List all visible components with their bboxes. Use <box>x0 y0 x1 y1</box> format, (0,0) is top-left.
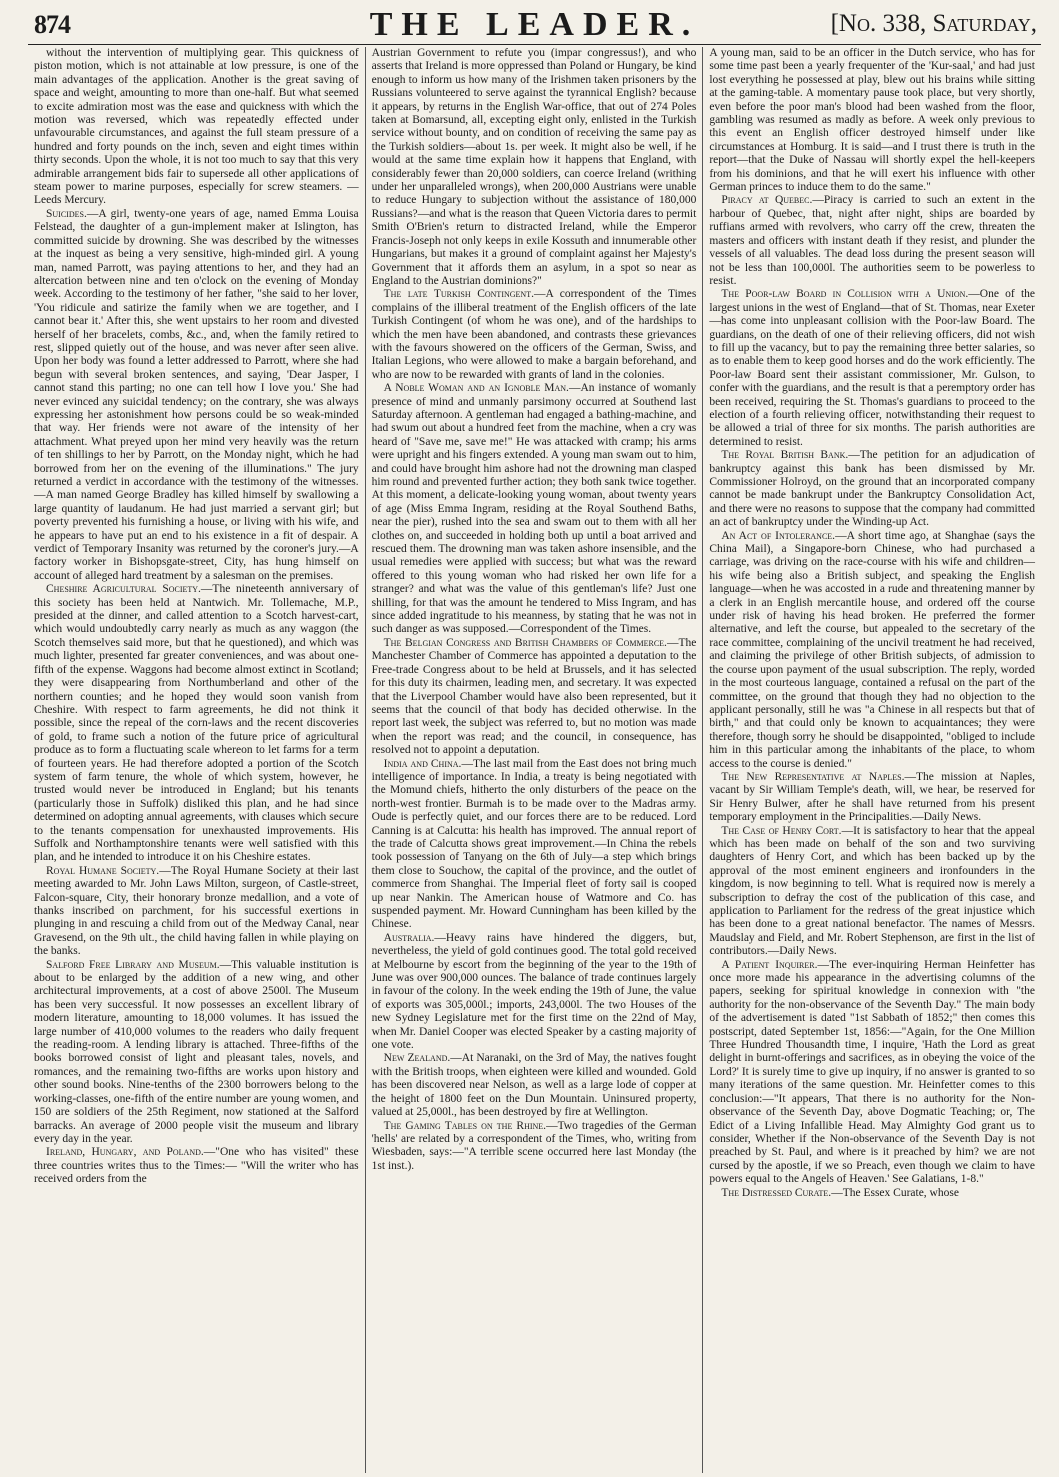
article-paragraph <box>34 208 359 583</box>
article-heading: Cheshire Agricultural Society. <box>46 583 201 596</box>
article-heading: New Zealand. <box>383 1052 451 1065</box>
article-paragraph <box>709 771 1035 825</box>
article-paragraph <box>709 959 1035 1187</box>
article-heading: The New Representative at Naples. <box>721 770 905 783</box>
article-paragraph <box>709 1187 1035 1200</box>
article-paragraph <box>372 382 697 637</box>
article-text: —The Royal Humane Society at their last meeting awarded to Mr. John Laws Milton, surgeon, of Castle-street, Falcon-square, City, their honorary bronze medallion, and a vote of thanks inscribed on parchment, for his successful exertions in plunging in and rescuing a child from out of the Medway Canal, near Gravesend, on the 9th ult., the child having fallen in while playing on the banks. <box>34 864 359 958</box>
article-paragraph <box>372 637 697 758</box>
article-heading: The late Turkish Contingent. <box>383 288 534 301</box>
article-paragraph <box>372 1120 697 1174</box>
article-text: —The nineteenth anniversary of this society has been held at Nantwich. Mr. Tollemache, M.P., presided at the dinner, and called attention to a Scotch harvest-cart, which would undoubtedly carry nearly as much as any waggon (the Scotch themselves said more, but that he questioned), and which was much lighter, presented far greater conveniences, and was about one-fifth of the expense. Waggons had become almost extinct in Scotland; they were disappearing from Northumberland and other of the northern counties; and he hoped they would soon vanish from Cheshire. With respect to farm agreements, he did not think it possible, since the repeal of the corn-laws and the recent discoveries of gold, to frame such a notion of the future price of agricultural produce as to form a fluctuating scale whereon to let farms for a term of fourteen years. He had therefore adopted a portion of the Scotch system of farm tenure, the whole of which system, however, he trusted would never be introduced in England; but his tenants (particularly those in Suffolk) disliked this plan, and he had since determined on adopting annual agreements, with clauses which secure to the tenants compensation for unexhausted improvements. His Suffolk and Northamptonshire tenants were well satisfied with this plan, and he intended to introduce it on his Cheshire estates. <box>34 583 359 864</box>
article-paragraph <box>372 1052 697 1119</box>
article-paragraph <box>709 530 1035 771</box>
article-heading: The Poor-law Board in Collision with a Union. <box>721 288 969 301</box>
article-paragraph <box>34 583 359 865</box>
article-text: —This valuable institution is about to be enlarged by the addition of a new wing, and other architectural improvements, at a cost of above 2500l. The Museum has been very successful. It now possesses an excellent library of modern literature, amounting to 18,000 volumes. It has issued the large number of 410,000 volumes to the readers who daily frequent the reading-room. A lending library is attached. Three-fifths of the books borrowed consist of light and pleasant tales, novels, and romances, and the remaining two-fifths are works upon history and other sound books. Nine-tenths of the 2300 borrowers belong to the working-classes, one-fifth of the entire number are young women, and 150 are soldiers of the 25th Regiment, now stationed at the Salford barracks. An average of 2000 people visit the museum and library every day in the year. <box>34 958 359 1145</box>
article-paragraph <box>34 959 359 1147</box>
article-paragraph <box>709 288 1035 449</box>
article-heading: Ireland, Hungary, and Poland. <box>46 1146 204 1159</box>
article-paragraph <box>709 194 1035 288</box>
article-text: —The petition for an adjudication of bankruptcy against this bank has been dismissed by Mr. Commissioner Holroyd, on the ground that an incorporated company cannot be made bankrupt under the Bankruptcy Consolidation Act, and there were no reasons to suppose that the company had committed an act of bankruptcy under the Winding-up Act. <box>709 449 1035 529</box>
column-3 <box>703 47 1041 1473</box>
article-heading: Salford Free Library and Museum. <box>46 958 220 971</box>
article-text: —A girl, twenty-one years of age, named Emma Louisa Felstead, the daughter of a gun-implement maker at Islington, has committed suicide by drowning. She was described by the witnesses at the inquest as being a very sensitive, high-minded girl. A young man, named Parrott, was paying attentions to her, and they had an altercation between nine and ten o'clock on the evening of Monday week. According to the testimony of her father, "she said to her lover, 'You ridicule and satirize the family when we are together, and I cannot bear it.' After this, she went upstairs to her room and divested herself of her bracelets, combs, &c., and, when the family retired to rest, slipped quietly out of the house, and was never after seen alive. Upon her body was found a letter addressed to Parrott, where she had begun with several broken sentences, and saying, 'Dear Jasper, I cannot stand this parting; no one can tell how I love you.' She had never evinced any suicidal tendency; on the contrary, she was always expressing her astonishment how persons could be so weak-minded that way. Her friends were not aware of the intensity of her attachment. What preyed upon her mind very heavily was the return of ten shillings to her by Parrott, on the Monday night, which he had borrowed from her on the evening of the illuminations." The jury returned a verdict in accordance with the testimony of the witnesses.—A man named George Bradley has killed himself by swallowing a large quantity of laudanum. He had just married a servant girl; but poverty prevented his furnishing a house, or living with his wife, and he appears to have put an end to his existence in a fit of despair. A verdict of Temporary Insanity was returned by the coroner's jury.—A factory worker in Bishopsgate-street, City, has hung himself on account of alleged hard treatment by a salesman on the premises. <box>34 207 359 582</box>
article-text: —Two tragedies of the German 'hells' are related by a correspondent of the Times, who, writing from Wiesbaden, says:—"A terrible scene occurred here last Monday (the 1st inst.). <box>371 1119 697 1172</box>
article-heading: Royal Humane Society. <box>46 864 160 877</box>
column-2 <box>366 47 704 1473</box>
article-paragraph <box>709 449 1035 529</box>
article-heading: Australia. <box>383 931 435 944</box>
article-text: Austrian Government to refute you (impar congressus!), and who asserts that Ireland is more oppressed than Poland or Hungary, be kind enough to inform us how many of the Irishmen taken prisoners by the Russians volunteered to serve against the tyrannical English? because it appears, by returns in the English War-office, that out of 274 Poles taken at Bomarsund, all, excepting eight only, enlisted in the Turkish service without bounty, and on condition of receiving the same pay as the Turkish soldiers—about 1s. per week. It might also be well, if he would at the same time explain how it happens that England, with considerably fewer than 20,000 soldiers, can coerce Ireland (writhing under her unparalleled wrongs), when 200,000 Austrians were unable to reduce Hungary to subjection without the assistance of 180,000 Russians?—and what is the reason that Queen Victoria dares to permit Smith O'Brien's return to distracted Ireland, while the Emperor Francis-Joseph not only keeps in exile Kossuth and innumerable other Hungarians, but makes it a ground of complaint against her Majesty's Government that it affords them an asylum, in a spot so near as England to the Austrian dominions?" <box>371 47 697 287</box>
article-heading: Piracy at Quebec. <box>721 194 813 207</box>
article-paragraph <box>709 47 1035 194</box>
article-heading: The Gaming Tables on the Rhine. <box>383 1119 547 1132</box>
article-paragraph <box>709 825 1035 959</box>
article-paragraph <box>34 865 359 959</box>
column-1 <box>28 47 366 1473</box>
article-text: —A short time ago, at Shanghae (says the China Mail), a Singapore-born Chinese, who had purchased a carriage, was driving on the race-course with his wife and children—his wife being also a British subject, and speaking the English language—when he was accosted in a rude and threatening manner by a clerk in an English mercantile house, and ordered off the course under risk of having his head broken. He preferred the former alternative, and left the course, but appealed to the secretary of the race committee, complaining of the uncivil treatment he had received, and claiming the privilege of other British subjects, of admission to the course upon payment of the usual subscription. The reply, worded in the most courteous language, contained a refusal on the part of the committee, on the ground that though they had no objection to the applicant personally, still he was "a Chinese in all respects but that of birth," and that could only be known to acquaintances; they were therefore, though sorry he should be disappointed, "obliged to include him in this particular among the inhabitants of the place, to whom access to the course is denied." <box>709 529 1035 770</box>
issue-label: [No. 338, Saturday, <box>830 10 1037 37</box>
article-heading: The Case of Henry Cort. <box>721 824 842 837</box>
page-number: 874 <box>34 10 70 39</box>
article-paragraph <box>372 758 697 932</box>
article-paragraph <box>372 288 697 382</box>
article-text: —One of the largest unions in the west of England—that of St. Thomas, near Exeter—has come into unpleasant collision with the Poor-law Board. The guardians, on the death of one of their relieving officers, did not wish to fill up the vacancy, but to pay the remaining three better salaries, so as to enable them to keep good horses and do the work efficiently. The Poor-law Board sent their assistant commissioner, Mr. Gulson, to confer with the guardians, and the result is that a peremptory order has been received, requiring the St. Thomas's guardians to proceed to the election of a fourth relieving officer, notwithstanding their request to be allowed a trial of three for six months. The parish authorities are determined to resist. <box>709 288 1035 448</box>
article-text: A young man, said to be an officer in the Dutch service, who has for some time past been a yearly frequenter of the 'Kur-saal,' and had just lost everything he possessed at play, blew out his brains while sitting at the gaming-table. A momentary pause took place, but very shortly, even before the poor man's blood had been washed from the floor, gambling was resumed as madly as before. A week only previous to this event an English officer destroyed himself under like circumstances at Homburg. It is said—and I trust there is truth in the report—that the Duke of Nassau will shortly expel the hell-keepers from his dominions, and that he will exert his influence with other German princes to induce them to do the same." <box>709 47 1035 194</box>
article-text: —"One who has visited" these three countries writes thus to the Times:— "Will the writer who has received orders from the <box>34 1146 359 1186</box>
article-paragraph <box>34 47 359 208</box>
article-heading: A Patient Inquirer. <box>721 958 818 971</box>
article-paragraph <box>372 932 697 1053</box>
article-text: —Piracy is carried to such an extent in the harbour of Quebec, that, night after night, ships are boarded by ruffians armed with revolvers, who carry off the crew, threaten the masters and officers with instant death if they resist, and plunder the vessels of all valuables. The dead loss during the present season will not be less than 100,000l. The authorities seem to be powerless to resist. <box>709 194 1035 287</box>
article-heading: Suicides. <box>46 207 87 220</box>
masthead-title: THE LEADER. <box>369 6 700 43</box>
article-text: —Heavy rains have hindered the diggers, but, nevertheless, the yield of gold continues good. The total gold received at Melbourne by escort from the beginning of the year to the 19th of June was over 900,000 ounces. The balance of trade continues largely in favour of the colony. In the week ending the 19th of June, the value of exports was 305,000l.; imports, 243,000l. The two Houses of the new Sydney Legislature met for the first time on the 22nd of May, when Mr. Daniel Cooper was elected Speaker by a casting majority of one vote. <box>371 931 697 1052</box>
article-text: without the intervention of multiplying gear. This quickness of piston motion, which is not attainable at low pressure, is one of the main advantages of the application. Another is the great saving of space and weight, amounting to more than one-half. But what seemed to excite admiration most was the ease and quickness with which the motion was reversed, which was repeatedly effected under unfavourable circumstances, and against the full steam pressure of a hundred and forty pounds on the inch, seven and eight times within thirty seconds. Upon the whole, it is not too much to say that this very admirable arrangement bids fair to supersede all other applications of steam power to marine purposes, especially for screw steamers. —Leeds Mercury. <box>34 47 359 207</box>
page-header <box>28 4 1041 45</box>
article-heading: The Belgian Congress and British Chambers of Commerce. <box>383 636 667 649</box>
article-paragraph <box>34 1146 359 1186</box>
article-text: —The mission at Naples, vacant by Sir William Temple's death, will, we hear, be reserved for Sir Henry Bulwer, after he shall have returned from his present temporary employment in the Principalities.—Daily News. <box>709 770 1035 824</box>
article-columns <box>28 47 1041 1473</box>
article-paragraph <box>372 47 697 288</box>
article-heading: The Royal British Bank. <box>721 449 849 462</box>
article-heading: India and China. <box>383 757 462 770</box>
article-text: —The Essex Curate, whose <box>831 1186 959 1199</box>
article-heading: The Distressed Curate. <box>721 1186 832 1199</box>
article-text: —An instance of womanly presence of mind and unmanly parsimony occurred at Southend last Saturday afternoon. A gentleman had engaged a bathing-machine, and had swum out about a hundred feet from the machine, when a cry was heard of "Save me, save me!" He was attacked with cramp; his arms were upright and his fingers extended. A young man swam out to him, and could have brought him ashore had not the drowning man clasped him round and prevented further action; they both sank twice together. At this moment, a delicate-looking young woman, about twenty years of age (Miss Emma Ingram, residing at the Royal Southend Baths, near the pier), rushed into the sea and swam out to them with all her clothes on, and succeeded in holding both up until a boat arrived and rescued them. The drowning man was taken ashore insensible, and the usual remedies were applied with success; but what was the reward offered to this young woman who had risked her own life for a stranger? and what was the value of this gentleman's life? Just one shilling, for that was the amount he tendered to Miss Ingram, and has since added ingratitude to his meanness, by stating that he was not in such danger as was supposed.—Correspondent of the Times. <box>371 382 697 636</box>
article-text: —It is satisfactory to hear that the appeal which has been made on behalf of the son and two surviving daughters of Henry Cort, and which has been backed up by the approval of the most eminent engineers and ironfounders in the kingdom, is now beginning to tell. What is required now is merely a subscription to defray the cost of the publication of this case, and application to Parliament for the redress of the great injustice which has been done to a great national benefactor. The names of Messrs. Maudslay and Field, and Mr. Robert Stephenson, are first in the list of contributors.—Daily News. <box>709 824 1035 958</box>
article-heading: An Act of Intolerance. <box>721 529 836 542</box>
article-text: —The Manchester Chamber of Commerce has appointed a deputation to the Free-trade Congress about to be held at Brussels, and it has selected for this duty its chairmen, leading men, and secretary. It was expected that the Liverpool Chamber would have also been represented, but it seems that the council of that body has decided otherwise. In the report last week, the subject was referred to, but no motion was made when the report was read; and the council, in consequence, has resolved not to appoint a deputation. <box>371 636 697 757</box>
article-text: —The last mail from the East does not bring much intelligence of importance. In India, a treaty is being negotiated with the Momund chiefs, hitherto the only disturbers of the peace on the north-west frontier. Burmah is to be made over to the Madras army. Oude is perfectly quiet, and our forces there are to be reduced. Lord Canning is at Calcutta: his health has improved. The annual report of the trade of Calcutta shows great improvement.—In China the rebels took possession of Tanyang on the 6th of July—a step which brings them close to Souchow, the capital of the province, and the outlet of commerce from Shanghai. The Imperial fleet of forty sail is cooped up near Nankin. The American house of Watmore and Co. has suspended payment. Mr. Howard Cunningham has been killed by the Chinese. <box>371 757 697 931</box>
article-text: —At Naranaki, on the 3rd of May, the natives fought with the British troops, when eighteen were killed and wounded. Gold has been discovered near Nelson, as well as a large lode of copper at the height of 1800 feet on the Dun Mountain. Uninsured property, valued at 25,000l., has been destroyed by fire at Wellington. <box>371 1052 697 1119</box>
article-text: —The ever-inquiring Herman Heinfetter has once more made his appearance in the advertising columns of the papers, seeking for spiritual knowledge in connexion with "the authority for the non-observance of the Seventh Day." The main body of the advertisement is dated "1st Sabbath of 1852;" then comes this postscript, dated September 1st, 1856:—"Again, for the One Million Three Hundred Thousandth time, I inquire, 'Hath the Lord as great delight in burnt-offerings and sacrifices, as in obeying the voice of the Lord?' It is surely time to give up inquiry, if no answer is granted to so many iterations of the same question. Mr. Heinfetter comes to this conclusion:—"It appears, That there is no authority for the Non-observance of the Seventh Day, above Dogmatic Teaching; or, The Edict of a Living Infallible Head. May Almighty God grant us to consider, Whether if the Non-observance of the Seventh Day is not preached by St. Paul, and where is it preached by him? we are not cursed by the apostle, if we so Preach, even though we claim to have powers equal to the Angels of Heaven.' See Galatians, 1-8." <box>709 958 1035 1186</box>
article-heading: A Noble Woman and an Ignoble Man. <box>383 382 569 395</box>
article-text: —A correspondent of the Times complains of the illiberal treatment of the English officers of the late Turkish Contingent (of whom he was one), and of the hardships to which the men have been abandoned, and contrasts these grievances with the favours showered on the officers of the German, Swiss, and Italian Legions, who were allowed to make a bargain beforehand, and who are now to be rewarded with grants of land in the colonies. <box>371 288 697 381</box>
